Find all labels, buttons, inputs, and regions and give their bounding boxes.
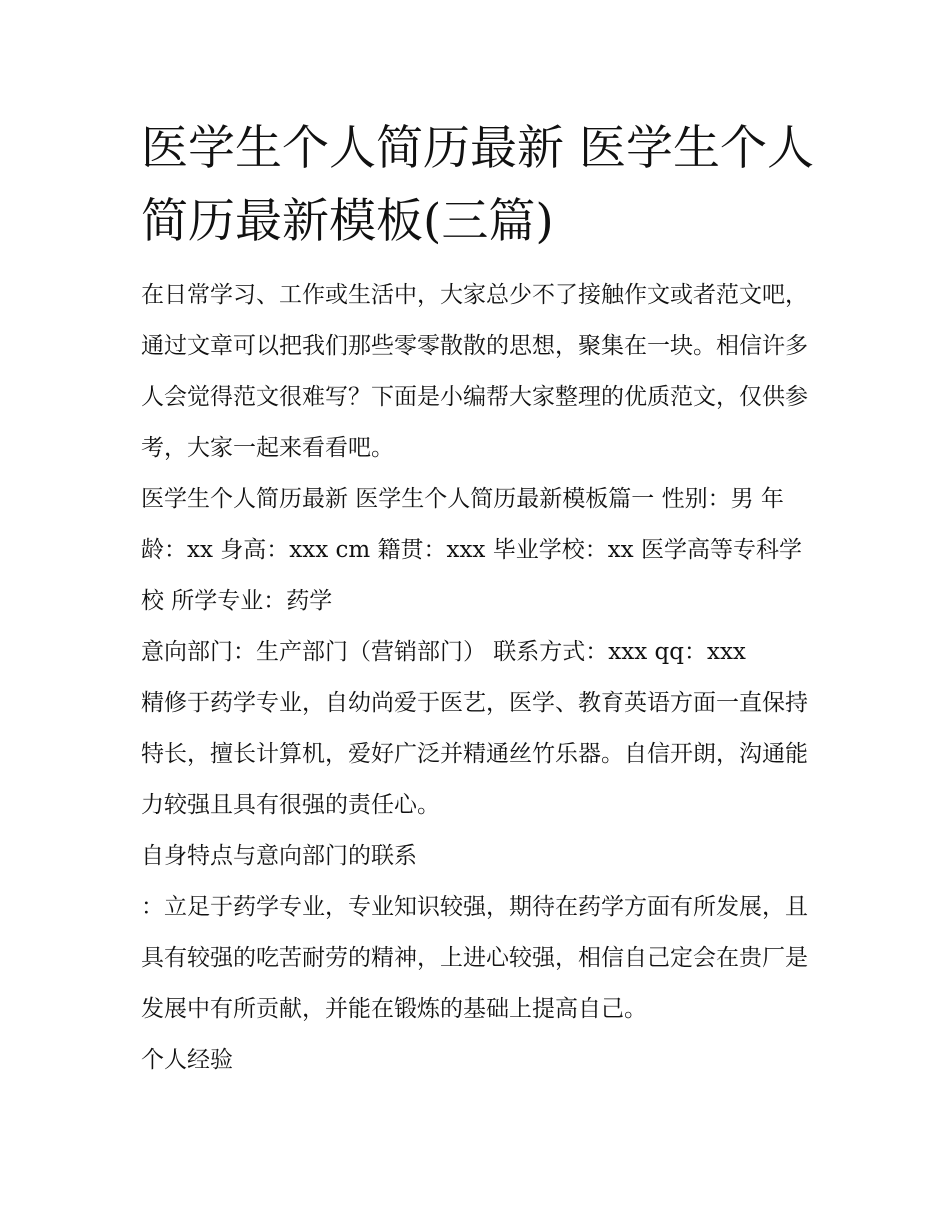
document-title: 医学生个人简历最新 医学生个人简历最新模板(三篇)	[141, 121, 814, 249]
intro-paragraph: 在日常学习、工作或生活中，大家总少不了接触作文或者范文吧，通过文章可以把我们那些零零散散的思想，聚集在一块。相信许多人会觉得范文很难写？下面是小编帮大家整理的优质范文，仅供参考，大家一起来看看吧。	[141, 282, 808, 461]
section-heading-experience: 个人经验	[141, 1047, 233, 1073]
self-description-paragraph: 精修于药学专业，自幼尚爱于医艺，医学、教育英语方面一直保持特长，擅长计算机，爱好广泛并精通丝竹乐器。自信开朗，沟通能力较强且具有很强的责任心。	[141, 690, 808, 818]
section-heading-traits: 自身特点与意向部门的联系	[141, 843, 417, 869]
basic-info-paragraph: 医学生个人简历最新 医学生个人简历最新模板篇一 性别：男 年龄：xx 身高：xxx cm 籍贯：xxx 毕业学校：xx 医学高等专科学校 所学专业：药学	[141, 486, 802, 614]
document-body	[141, 112, 817, 1086]
contact-paragraph: 意向部门：生产部门（营销部门） 联系方式：xxx qq：xxx	[141, 639, 746, 665]
traits-paragraph: ：立足于药学专业，专业知识较强，期待在药学方面有所发展，且具有较强的吃苦耐劳的精神，上进心较强，相信自己定会在贵厂是发展中有所贡献，并能在锻炼的基础上提高自己。	[141, 894, 808, 1022]
